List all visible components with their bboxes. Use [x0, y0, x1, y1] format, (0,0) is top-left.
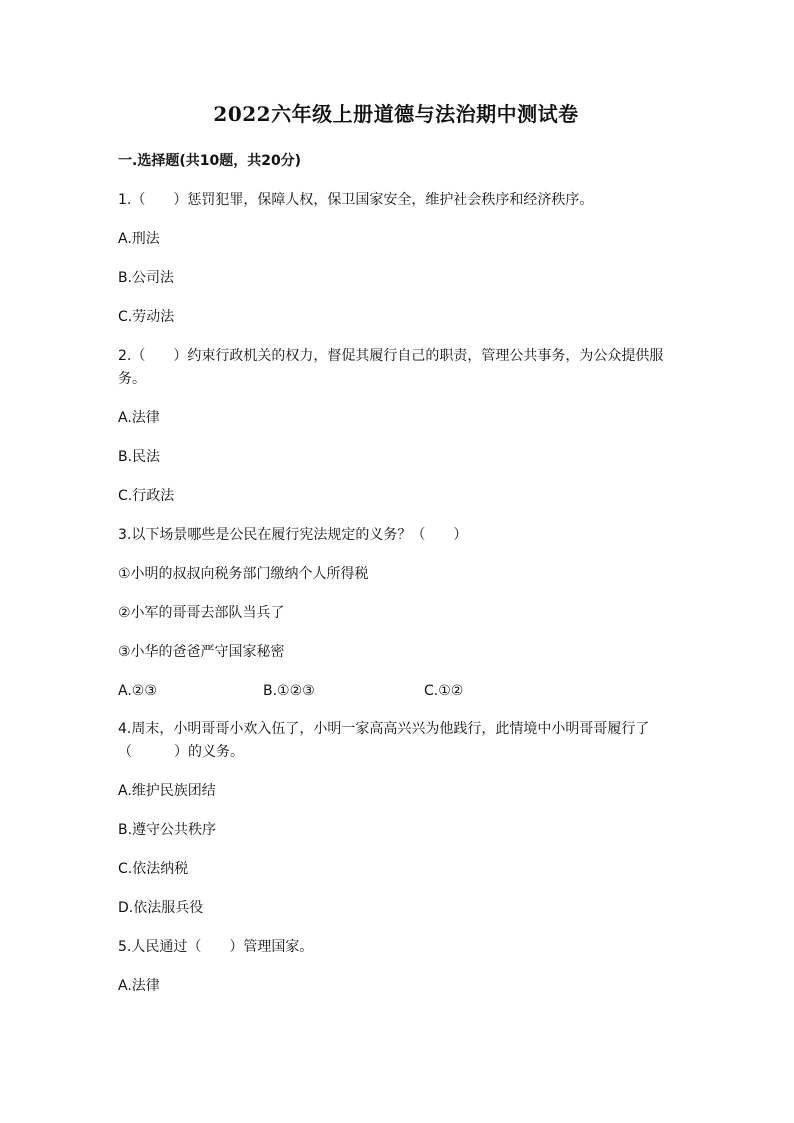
question-1	[118, 189, 674, 328]
section-header: 一.选择题(共10题，共20分)	[118, 153, 302, 169]
question-text: 2.（ ）约束行政机关的权力，督促其履行自己的职责，管理公共事务，为公众提供服务。	[118, 348, 664, 387]
question-text: 4.周末，小明哥哥小欢入伍了，小明一家高高兴兴为他践行，此情境中小明哥哥履行了（ ）的义务。	[118, 721, 650, 760]
question-2	[118, 345, 674, 507]
question-text: 5.人民通过（ ）管理国家。	[118, 939, 314, 955]
option-d: D.依法服兵役	[118, 900, 204, 916]
option-b: B.民法	[118, 449, 161, 465]
question-text: 3.以下场景哪些是公民在履行宪法规定的义务？（ ）	[118, 527, 468, 543]
option-b: B.遵守公共秩序	[118, 822, 217, 838]
question-4	[118, 718, 674, 919]
option-c: C.依法纳税	[118, 861, 189, 877]
option-b: B.①②③	[263, 683, 315, 699]
statement-3: ③小华的爸爸严守国家秘密	[118, 644, 285, 660]
option-a: A.法律	[118, 978, 160, 994]
question-text: 1.（ ）惩罚犯罪，保障人权，保卫国家安全，维护社会秩序和经济秩序。	[118, 192, 594, 208]
option-c: C.劳动法	[118, 309, 175, 325]
question-3	[118, 524, 674, 702]
option-a: A.②③	[118, 683, 157, 699]
option-c: C.行政法	[118, 488, 175, 504]
statement-1: ①小明的叔叔向税务部门缴纳个人所得税	[118, 566, 369, 582]
option-a: A.法律	[118, 410, 160, 426]
option-a: A.刑法	[118, 231, 160, 247]
option-b: B.公司法	[118, 270, 175, 286]
option-row	[118, 680, 674, 702]
option-c: C.①②	[424, 683, 464, 699]
question-5	[118, 936, 674, 997]
page-title: 2022六年级上册道德与法治期中测试卷	[213, 102, 579, 126]
option-a: A.维护民族团结	[118, 783, 216, 799]
statement-2: ②小军的哥哥去部队当兵了	[118, 605, 285, 621]
exam-page	[118, 98, 674, 1014]
